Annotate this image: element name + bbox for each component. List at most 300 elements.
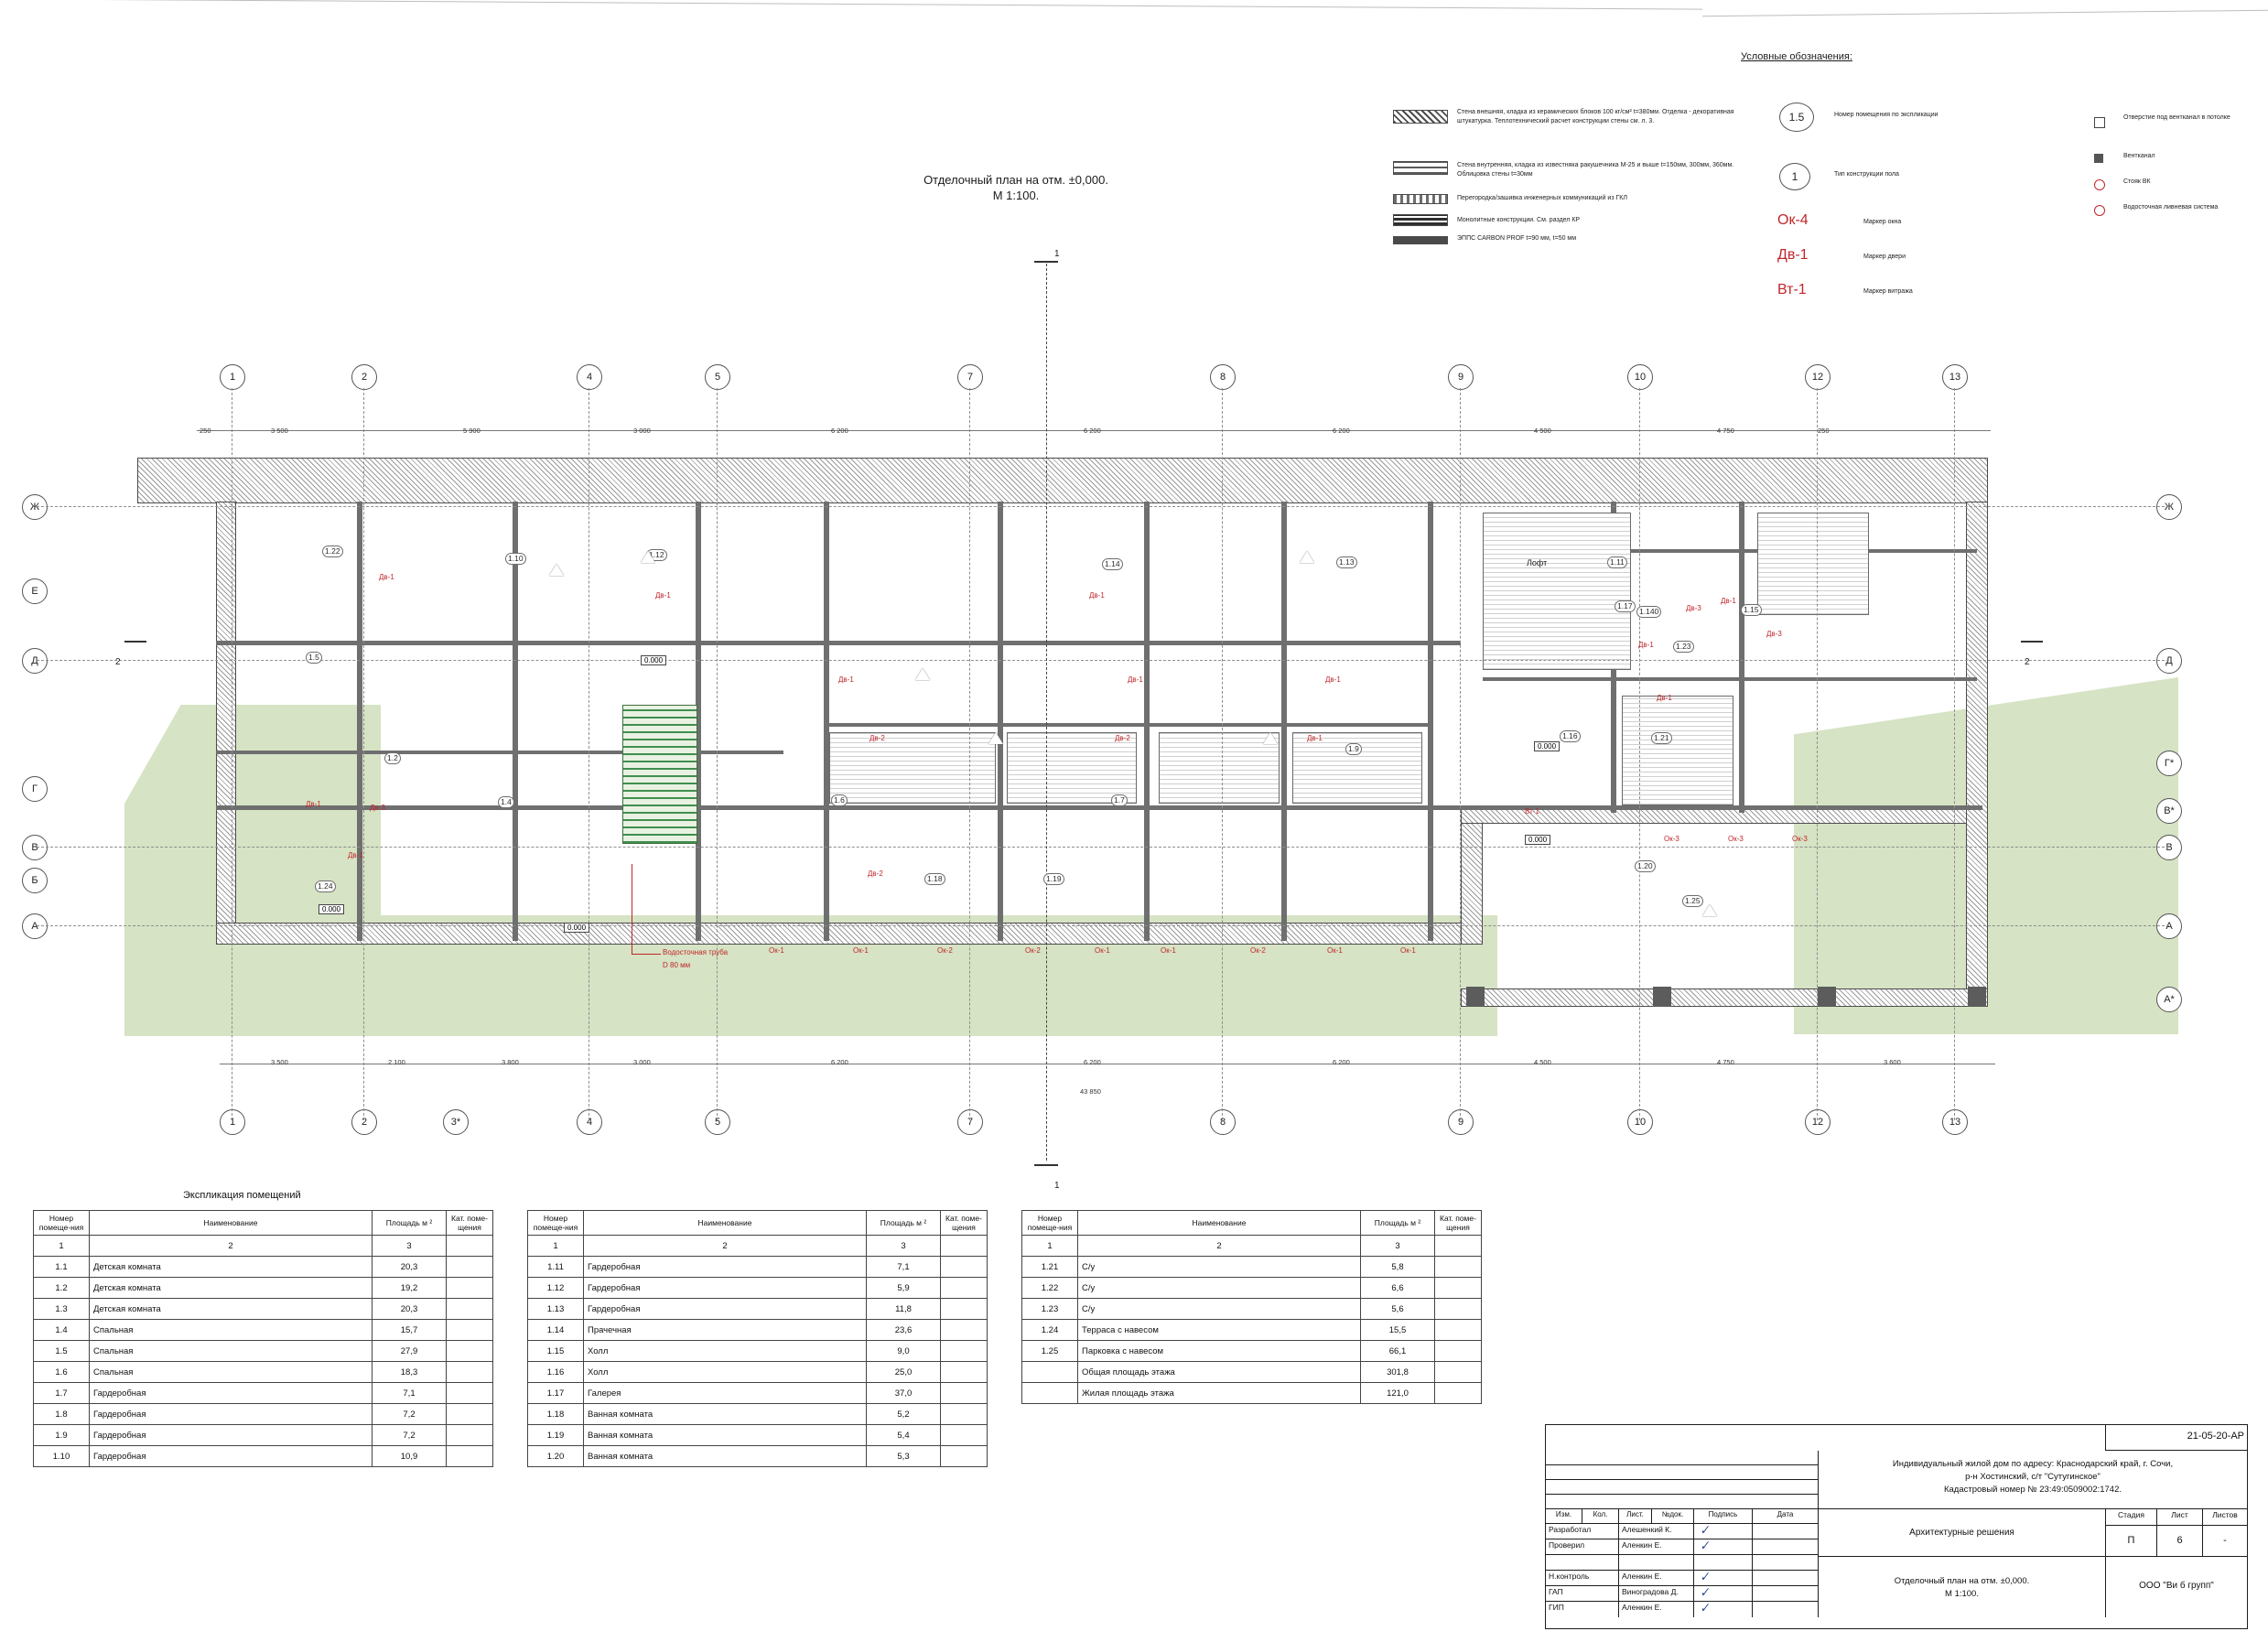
legend-symbol-vitrage-label: Маркер витража [1863,288,1913,295]
expl2-row-2-number: 1.13 [528,1299,584,1320]
stamp-object-line2: р-н Хостинский, с/т "Сутугинское" [1965,1472,2101,1482]
expl1-row-4-area: 27,9 [373,1341,447,1362]
expl2-row-0-name: Гардеробная [584,1257,867,1278]
expl2-row-2-name: Гардеробная [584,1299,867,1320]
section-tick-bottom [1034,1164,1058,1166]
legend-symbol-door-label: Маркер двери [1863,254,1906,260]
expl3-row-0-name: С/у [1078,1257,1361,1278]
dim-bottom-5: 6 200 [1084,1058,1101,1066]
grid-line-8 [1639,388,1640,1120]
expl3-row-1-number: 1.22 [1022,1278,1078,1299]
door-marker-18: Дв-1 [1307,734,1323,742]
stamp-blank-top [1546,1425,2106,1451]
signature-3: ✓ [1698,1569,1711,1584]
legend-title: Условные обозначения: [1741,51,1852,62]
expl1-row-4-number: 1.5 [34,1341,90,1362]
expl1-row-2-cat [447,1299,493,1320]
expl1-row-6-cat [447,1383,493,1404]
room-number-1-4: 1.4 [498,796,514,808]
grid-bubble-left-a: А [22,913,48,939]
expl3-row-4-cat [1435,1341,1482,1362]
expl1-row-3-name: Спальная [90,1320,373,1341]
partition-6 [1144,502,1150,941]
table-row [34,1320,493,1341]
exterior-wall-top [137,458,1988,503]
partition-4 [824,502,829,941]
legend-symbol-door: Дв-1 [1777,247,1809,263]
expl3-row-4-name: Парковка с навесом [1078,1341,1361,1362]
table-row [528,1320,988,1341]
vitrage-marker-1: Вт-1 [1525,807,1539,816]
grid-bubble-bottom-6: 7 [957,1109,983,1135]
expl1-row-8-cat [447,1425,493,1446]
expl3-row-2-cat [1435,1299,1482,1320]
stamp-date-5 [1753,1602,1819,1617]
expl2-row-1-area: 5,9 [867,1278,941,1299]
section-mark-bottom: 1 [1054,1181,1060,1191]
room-number-1-19b: 1.9 [1345,743,1362,755]
room-number-1-24: 1.24 [315,880,336,892]
dim-top-8: 4 750 [1717,427,1734,435]
stamp-role-4: ГАП [1546,1586,1619,1602]
floor-type-marker-5 [988,732,1003,744]
partition-h4 [1483,677,1977,681]
th-area-2: Площадь м ² [867,1211,941,1236]
exterior-wall-mid-right [1461,805,1483,945]
room-number-1-13: 1.13 [1336,556,1357,568]
expl2-row-7-name: Ванная комната [584,1404,867,1425]
expl2-row-0-number: 1.11 [528,1257,584,1278]
expl1-row-7-cat [447,1404,493,1425]
stamp-name-1: Аленкин Е. [1619,1539,1694,1555]
stamp-date-4 [1753,1586,1819,1602]
expl1-row-8-name: Гардеробная [90,1425,373,1446]
staircase [622,705,697,844]
floor-type-marker-7 [1702,904,1717,916]
expl2-row-4-cat [941,1341,988,1362]
table-row [1022,1341,1482,1362]
door-marker-3: Дв-1 [838,675,854,684]
expl1-row-3-cat [447,1320,493,1341]
floor-finish-zone-3 [1159,732,1280,804]
sub-area-3: 3 [1361,1236,1435,1257]
dim-top-1: 3 500 [271,427,288,435]
expl1-row-4-cat [447,1341,493,1362]
th-num-3: Номер помеще-ния [1022,1211,1078,1236]
window-marker-8: Ок-1 [1327,946,1343,955]
expl1-row-2-number: 1.3 [34,1299,90,1320]
stamp-drawing-line2: М 1:100. [1945,1589,1979,1599]
expl1-row-7-number: 1.8 [34,1404,90,1425]
room-number-1-10: 1.10 [505,553,526,565]
room-number-1-11: 1.11 [1607,556,1627,568]
table-row [1022,1299,1482,1320]
table-row [1022,1278,1482,1299]
partition-8 [1428,502,1433,941]
stamp-row-empty-3 [1546,1480,1819,1495]
grid-bubble-top-4: 5 [705,364,730,390]
dim-bottom-8: 4 750 [1717,1058,1734,1066]
expl2-row-0-area: 7,1 [867,1257,941,1278]
th-num-2: Номер помеще-ния [528,1211,584,1236]
signature-2: ✓ [1698,1538,1711,1553]
sub-num-3: 1 [1022,1236,1078,1257]
legend-vent-hole-label: Отверстие под вентканал в потолке [2123,114,2230,121]
expl1-row-9-area: 10,9 [373,1446,447,1467]
window-marker-11: Ок-3 [1728,835,1744,843]
expl2-row-5-area: 25,0 [867,1362,941,1383]
expl3-row-2-number: 1.23 [1022,1299,1078,1320]
dim-bottom-1: 2 100 [388,1058,405,1066]
signature-4: ✓ [1698,1584,1711,1600]
grid-bubble-right-a: А [2156,913,2182,939]
table-row [34,1383,493,1404]
table-row [528,1299,988,1320]
expl2-row-3-name: Прачечная [584,1320,867,1341]
table-row [34,1278,493,1299]
signature-5: ✓ [1698,1600,1711,1615]
legend-text-interior-wall: Стена внутренняя, кладка из известняка ракушечника М-25 и выше t=150мм, 300мм, 360мм. Облицовка стены t=30мм [1457,162,1734,178]
door-marker-16: Дв-1 [348,851,363,859]
room-number-1-20: 1.20 [1635,860,1656,872]
table-row [528,1383,988,1404]
th-area-1: Площадь м ² [373,1211,447,1236]
stamp-role-0: Разработал [1546,1524,1619,1539]
section-mark-left: 2 [115,657,121,667]
section-mark-top: 1 [1054,249,1060,259]
grid-bubble-bottom-1: 1 [220,1109,245,1135]
grid-bubble-top-10: 13 [1942,364,1968,390]
room-number-1-22: 1.22 [322,546,343,557]
window-marker-3: Ок-2 [937,946,953,955]
stamp-object [1819,1451,2247,1509]
grid-bubble-bottom-3: 3* [443,1109,469,1135]
grid-bubble-bottom-5: 5 [705,1109,730,1135]
grid-bubble-top-9: 12 [1805,364,1831,390]
floor-finish-zone-6 [1757,513,1869,615]
explication-table-3-body [1022,1257,1482,1404]
expl2-row-2-cat [941,1299,988,1320]
loft-label: Лофт [1527,558,1548,567]
level-mark-5: 0.000 [1525,835,1550,845]
room-number-1-18: 1.18 [924,873,945,885]
dim-overall: 43 850 [1080,1087,1101,1096]
room-number-1-15: 1.15 [1741,604,1762,616]
expl2-row-9-number: 1.20 [528,1446,584,1467]
grid-line-2 [363,388,364,1120]
dim-top-2: 5 900 [463,427,481,435]
legend-symbol-room-number: 1.5 [1779,103,1814,132]
expl1-row-9-name: Гардеробная [90,1446,373,1467]
expl1-row-5-number: 1.6 [34,1362,90,1383]
legend-drain-label: Водосточная ливневая система [2123,204,2219,211]
dim-bottom-3: 3 000 [633,1058,651,1066]
door-marker-14: Дв-2 [868,870,883,878]
partition-corridor-top [216,641,1461,645]
expl1-row-7-area: 7,2 [373,1404,447,1425]
door-marker-1: Дв-1 [379,573,394,581]
expl2-row-1-name: Гардеробная [584,1278,867,1299]
expl1-row-1-cat [447,1278,493,1299]
expl2-row-1-cat [941,1278,988,1299]
grid-bubble-left-zh: Ж [22,494,48,520]
table-row [528,1341,988,1362]
stamp-sheets-value: - [2203,1526,2247,1557]
carport-column-3 [1818,987,1836,1007]
door-marker-13: Дв-3 [1766,630,1782,638]
expl1-row-8-area: 7,2 [373,1425,447,1446]
dim-top-5: 6 200 [1084,427,1101,435]
sub-area-1: 3 [373,1236,447,1257]
carport-column-1 [1466,987,1485,1007]
expl3-row-2-name: С/у [1078,1299,1361,1320]
expl1-row-1-area: 19,2 [373,1278,447,1299]
explication-table-2-body [528,1257,988,1467]
section-mark-right: 2 [2025,657,2030,667]
room-number-1-140: 1.140 [1636,606,1661,618]
expl2-row-2-area: 11,8 [867,1299,941,1320]
door-marker-15: Дв-1 [1657,694,1672,702]
expl3-row-0-cat [1435,1257,1482,1278]
table-row [528,1425,988,1446]
room-number-1-25: 1.25 [1682,895,1703,907]
drain-note-line2: D 80 мм [663,961,691,969]
grid-line-6 [1222,388,1223,1120]
expl1-row-6-area: 7,1 [373,1383,447,1404]
explication-table-2 [527,1210,988,1467]
partition-5 [998,502,1003,941]
window-marker-12: Ок-3 [1792,835,1808,843]
partition-7 [1281,502,1287,941]
partition-10 [1739,502,1744,813]
legend-text-exterior-wall: Стена внешняя, кладка из керамических блоков 100 кг/см² t=380мм. Отделка - декоративная штукатурка. Теплотехнический расчет конструкции стены см. л. 3. [1457,109,1734,124]
th-cat-1: Кат. поме-щения [447,1211,493,1236]
grid-bubble-top-2: 2 [351,364,377,390]
expl3-row-4-area: 66,1 [1361,1341,1435,1362]
stamp-role-3: Н.контроль [1546,1571,1619,1586]
door-marker-12: Дв-3 [1686,604,1701,612]
expl1-row-0-area: 20,3 [373,1257,447,1278]
grid-bubble-right-zh: Ж [2156,494,2182,520]
stamp-sheet-header: Лист [2157,1509,2203,1526]
expl2-row-9-cat [941,1446,988,1467]
dim-top-3: 3 000 [633,427,651,435]
table-row [528,1404,988,1425]
grid-line-zh [37,506,2169,507]
stamp-sign-2 [1694,1555,1753,1571]
legend-riser-label: Стояк ВК [2123,178,2151,185]
stamp-col-data: Дата [1753,1509,1819,1524]
legend-text-partition: Перегородка/зашивка инженерных коммуникаций из ГКЛ [1457,195,1627,201]
th-cat-3: Кат. поме-щения [1435,1211,1482,1236]
stamp-name-5: Аленкин Е. [1619,1602,1694,1617]
expl1-row-3-area: 15,7 [373,1320,447,1341]
floor-type-marker-4 [915,668,930,680]
expl1-row-4-name: Спальная [90,1341,373,1362]
sub-num-1: 1 [34,1236,90,1257]
expl3-row-1-cat [1435,1278,1482,1299]
section-line [1046,264,1047,1161]
room-number-1-21: 1.21 [1651,732,1672,744]
section-tick-right [2021,641,2043,643]
stamp-name-0: Алешенкий К. [1619,1524,1694,1539]
dim-bottom-2: 3 800 [502,1058,519,1066]
expl1-row-5-area: 18,3 [373,1362,447,1383]
sub-area-2: 3 [867,1236,941,1257]
grid-line-9 [1817,388,1818,1120]
expl3-row-5-number [1022,1362,1078,1383]
expl1-row-5-cat [447,1362,493,1383]
dim-bottom-9: 3 600 [1884,1058,1901,1066]
expl2-row-1-number: 1.12 [528,1278,584,1299]
room-number-1-12: 1.12 [646,549,667,561]
expl2-row-6-area: 37,0 [867,1383,941,1404]
stamp-name-2 [1619,1555,1694,1571]
section-tick-left [124,641,146,643]
floor-type-marker-1 [549,564,564,576]
stamp-date-0 [1753,1524,1819,1539]
partition-1 [357,502,362,941]
sub-num-2: 1 [528,1236,584,1257]
table-row [1022,1362,1482,1383]
stamp-role-5: ГИП [1546,1602,1619,1617]
explication-table-1-body [34,1257,493,1467]
expl1-row-5-name: Спальная [90,1362,373,1383]
expl1-row-0-number: 1.1 [34,1257,90,1278]
door-marker-11: Дв-3 [370,804,385,812]
grid-bubble-top-3: 4 [577,364,602,390]
expl2-row-7-area: 5,2 [867,1404,941,1425]
grid-bubble-bottom-10: 12 [1805,1109,1831,1135]
sub-cat-2 [941,1236,988,1257]
dim-bottom-0: 3 500 [271,1058,288,1066]
legend-text-eps: ЭППС CARBON PROF t=90 мм, t=50 мм [1457,235,1577,242]
th-area-3: Площадь м ² [1361,1211,1435,1236]
grid-bubble-bottom-8: 9 [1448,1109,1474,1135]
grid-bubble-right-v: В [2156,835,2182,860]
grid-bubble-bottom-4: 4 [577,1109,602,1135]
expl2-row-3-area: 23,6 [867,1320,941,1341]
dim-top-6: 6 200 [1333,427,1350,435]
level-mark-3: 0.000 [564,923,589,933]
room-number-1-11b: 1.6 [831,794,848,806]
level-mark-2: 0.000 [319,904,344,914]
stamp-col-ndok: №док. [1652,1509,1694,1524]
expl2-row-8-number: 1.19 [528,1425,584,1446]
window-marker-1: Ок-1 [769,946,784,955]
exterior-wall-carport-bottom [1461,988,1988,1007]
expl1-row-2-area: 20,3 [373,1299,447,1320]
grid-bubble-bottom-9: 10 [1627,1109,1653,1135]
room-number-1-16: 1.16 [1560,730,1581,742]
section-tick-top [1034,261,1058,263]
stamp-date-3 [1753,1571,1819,1586]
legend-symbol-vitrage: Вт-1 [1777,282,1807,297]
th-cat-2: Кат. поме-щения [941,1211,988,1236]
dim-top-0: 250 [200,427,211,435]
stamp-row-empty-4 [1546,1495,1819,1509]
exterior-wall-left [216,502,236,943]
grid-line-7 [1460,388,1461,1120]
grid-bubble-bottom-7: 8 [1210,1109,1236,1135]
loft-area [1483,513,1631,670]
expl1-row-8-number: 1.9 [34,1425,90,1446]
grid-bubble-left-d: Д [22,648,48,674]
expl2-row-6-cat [941,1383,988,1404]
grid-line-10 [1954,388,1955,1120]
table-row [34,1299,493,1320]
expl1-row-7-name: Гардеробная [90,1404,373,1425]
stamp-code: 21-05-20-АР [2106,1425,2247,1451]
expl2-row-8-area: 5,4 [867,1425,941,1446]
table-row [34,1341,493,1362]
expl2-row-4-area: 9,0 [867,1341,941,1362]
expl3-row-5-cat [1435,1362,1482,1383]
dim-top-7: 4 500 [1534,427,1551,435]
expl1-row-1-number: 1.2 [34,1278,90,1299]
expl2-row-7-number: 1.18 [528,1404,584,1425]
expl3-row-3-number: 1.24 [1022,1320,1078,1341]
floor-type-marker-2 [641,551,655,563]
window-marker-10: Ок-3 [1664,835,1679,843]
grid-line-4 [717,388,718,1120]
grid-bubble-top-8: 10 [1627,364,1653,390]
door-marker-4: Дв-1 [1089,591,1105,600]
grid-bubble-top-6: 8 [1210,364,1236,390]
expl1-row-9-number: 1.10 [34,1446,90,1467]
grid-bubble-top-7: 9 [1448,364,1474,390]
dim-bottom-7: 4 500 [1534,1058,1551,1066]
door-marker-2: Дв-1 [655,591,671,600]
grid-bubble-right-gstar: Г* [2156,751,2182,776]
table-row [34,1257,493,1278]
legend-symbol-floor-type: 1 [1779,163,1810,190]
dim-bottom-6: 6 200 [1333,1058,1350,1066]
legend-symbol-window-label: Маркер окна [1863,219,1902,225]
stamp-drawing-name [1819,1557,2106,1617]
table-row [34,1404,493,1425]
expl2-row-8-name: Ванная комната [584,1425,867,1446]
stamp-stage-value: П [2106,1526,2157,1557]
partition-corridor-bottom [216,805,1982,810]
expl2-row-6-number: 1.17 [528,1383,584,1404]
th-name-2: Наименование [584,1211,867,1236]
drain-note-line1: Водосточная труба [663,948,729,956]
plan-title-line2: М 1:100. [992,189,1040,202]
signature-1: ✓ [1698,1522,1711,1538]
expl1-row-9-cat [447,1446,493,1467]
expl2-row-3-number: 1.14 [528,1320,584,1341]
expl1-row-2-name: Детская комната [90,1299,373,1320]
stamp-object-line1: Индивидуальный жилой дом по адресу: Краснодарский край, г. Сочи, [1892,1459,2174,1469]
dim-top-9: 250 [1818,427,1830,435]
expl3-row-2-area: 5,6 [1361,1299,1435,1320]
stamp-col-list: Лист. [1619,1509,1652,1524]
dim-top-4: 6 200 [831,427,848,435]
window-marker-5: Ок-1 [1095,946,1110,955]
grid-bubble-bottom-2: 2 [351,1109,377,1135]
expl2-row-9-name: Ванная комната [584,1446,867,1467]
expl2-row-4-number: 1.15 [528,1341,584,1362]
floor-type-marker-3 [1300,551,1314,563]
stamp-company: ООО "Ви б групп" [2139,1581,2214,1591]
table-row [34,1425,493,1446]
grid-bubble-top-5: 7 [957,364,983,390]
expl2-row-9-area: 5,3 [867,1446,941,1467]
expl2-row-5-cat [941,1362,988,1383]
table-row [34,1446,493,1467]
sub-name-3: 2 [1078,1236,1361,1257]
